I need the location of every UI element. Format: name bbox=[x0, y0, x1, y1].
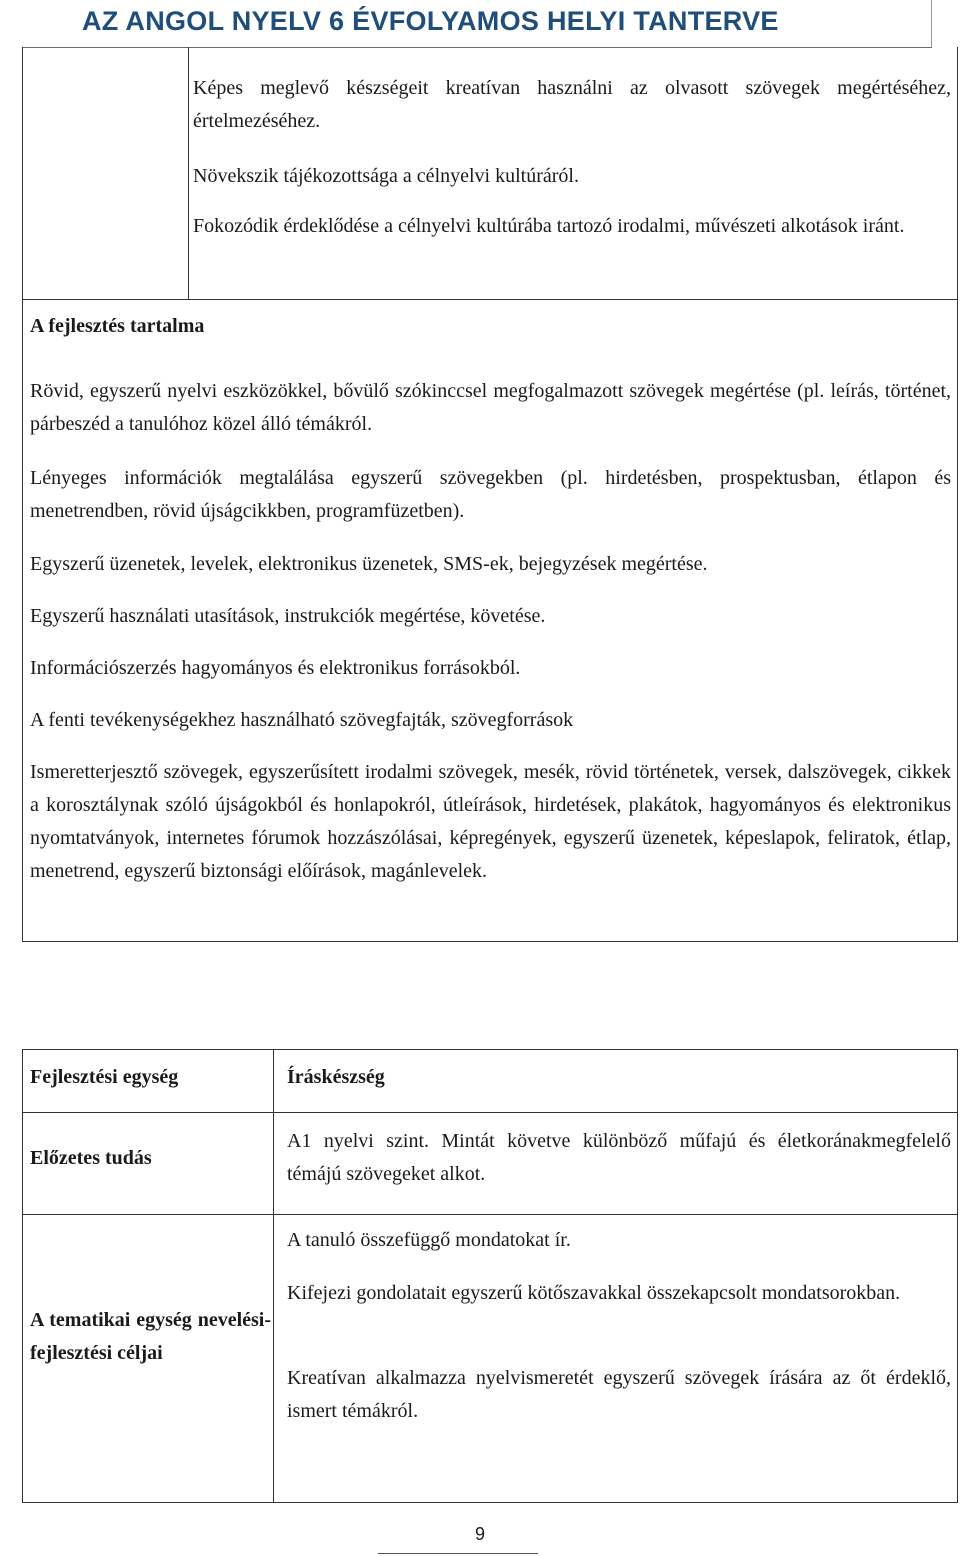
goals-label: A tematikai egység nevelési-fejlesztési céljai bbox=[30, 1309, 271, 1364]
content-paragraph: Lényeges információk megtalálása egyszerű szövegekben (pl. hirdetésben, prospektusban, étlapon és menetrendben, rövid újságcikkben, programfüzetben). bbox=[30, 467, 951, 522]
row-divider bbox=[23, 299, 957, 300]
content-paragraph: Egyszerű használati utasítások, instrukciók megértése, követése. bbox=[30, 605, 546, 627]
unit-value: Íráskészség bbox=[287, 1066, 385, 1088]
column-divider bbox=[273, 1050, 274, 1502]
goal-item: A tanuló összefüggő mondatokat ír. bbox=[287, 1229, 571, 1251]
content-paragraph: Rövid, egyszerű nyelvi eszközökkel, bővülő szókinccsel megfogalmazott szövegek megértése (pl. leírás, történet, párbeszéd a tanulóhoz közel álló témákról. bbox=[30, 380, 951, 435]
content-paragraph: Egyszerű üzenetek, levelek, elektronikus üzenetek, SMS-ek, bejegyzések megértése. bbox=[30, 553, 708, 575]
empty-label-cell bbox=[23, 47, 189, 299]
content-label: A fejlesztés tartalma bbox=[30, 315, 205, 337]
content-paragraph: Ismeretterjesztő szövegek, egyszerűsített irodalmi szövegek, mesék, rövid történetek, versek, dalszövegek, cikkek a korosztálynak szóló újságokból és honlapokról, útleírások, hirdetések, plakátok, hagyományos és elektronikus nyomtatványok, internetes fórumok hozzászólásai, képregények, egyszerű üzenetek, képeslapok, feliratok, étlap, menetrend, egyszerű biztonsági előírások, magánlevelek. bbox=[30, 761, 951, 882]
document-title: AZ ANGOL NYELV 6 ÉVFOLYAMOS HELYI TANTERVE bbox=[82, 6, 779, 36]
content-subheading: A fenti tevékenységekhez használható szövegfajták, szövegforrások bbox=[30, 709, 574, 731]
goal-paragraph: Növekszik tájékozottsága a célnyelvi kultúráról. bbox=[193, 165, 579, 187]
footer-rule bbox=[378, 1553, 538, 1554]
goal-item: Kifejezi gondolatait egyszerű kötőszavakkal összekapcsolt mondatsorokban. bbox=[287, 1282, 901, 1304]
prior-knowledge-label: Előzetes tudás bbox=[30, 1147, 152, 1169]
header-corner-line bbox=[931, 0, 932, 47]
page-number: 9 bbox=[474, 1524, 485, 1544]
content-paragraph: Információszerzés hagyományos és elektronikus forrásokból. bbox=[30, 657, 521, 679]
writing-skills-table bbox=[22, 1049, 958, 1503]
unit-label: Fejlesztési egység bbox=[30, 1066, 179, 1088]
row-divider bbox=[23, 1214, 957, 1215]
goal-item: Kreatívan alkalmazza nyelvismeretét egyszerű szövegek írására az őt érdeklő, ismert témákról. bbox=[287, 1367, 951, 1422]
page-header bbox=[22, 0, 932, 48]
goal-paragraph: Fokozódik érdeklődése a célnyelvi kultúrába tartozó irodalmi, művészeti alkotások iránt. bbox=[193, 215, 905, 237]
goal-paragraph: Képes meglevő készségeit kreatívan használni az olvasott szövegek megértéséhez, értelmezéséhez. bbox=[193, 77, 951, 132]
prior-knowledge-value: A1 nyelvi szint. Mintát követve különböző műfajú és életkoránakmegfelelő témájú szövegeket alkot. bbox=[287, 1130, 951, 1185]
row-divider bbox=[23, 1112, 957, 1113]
